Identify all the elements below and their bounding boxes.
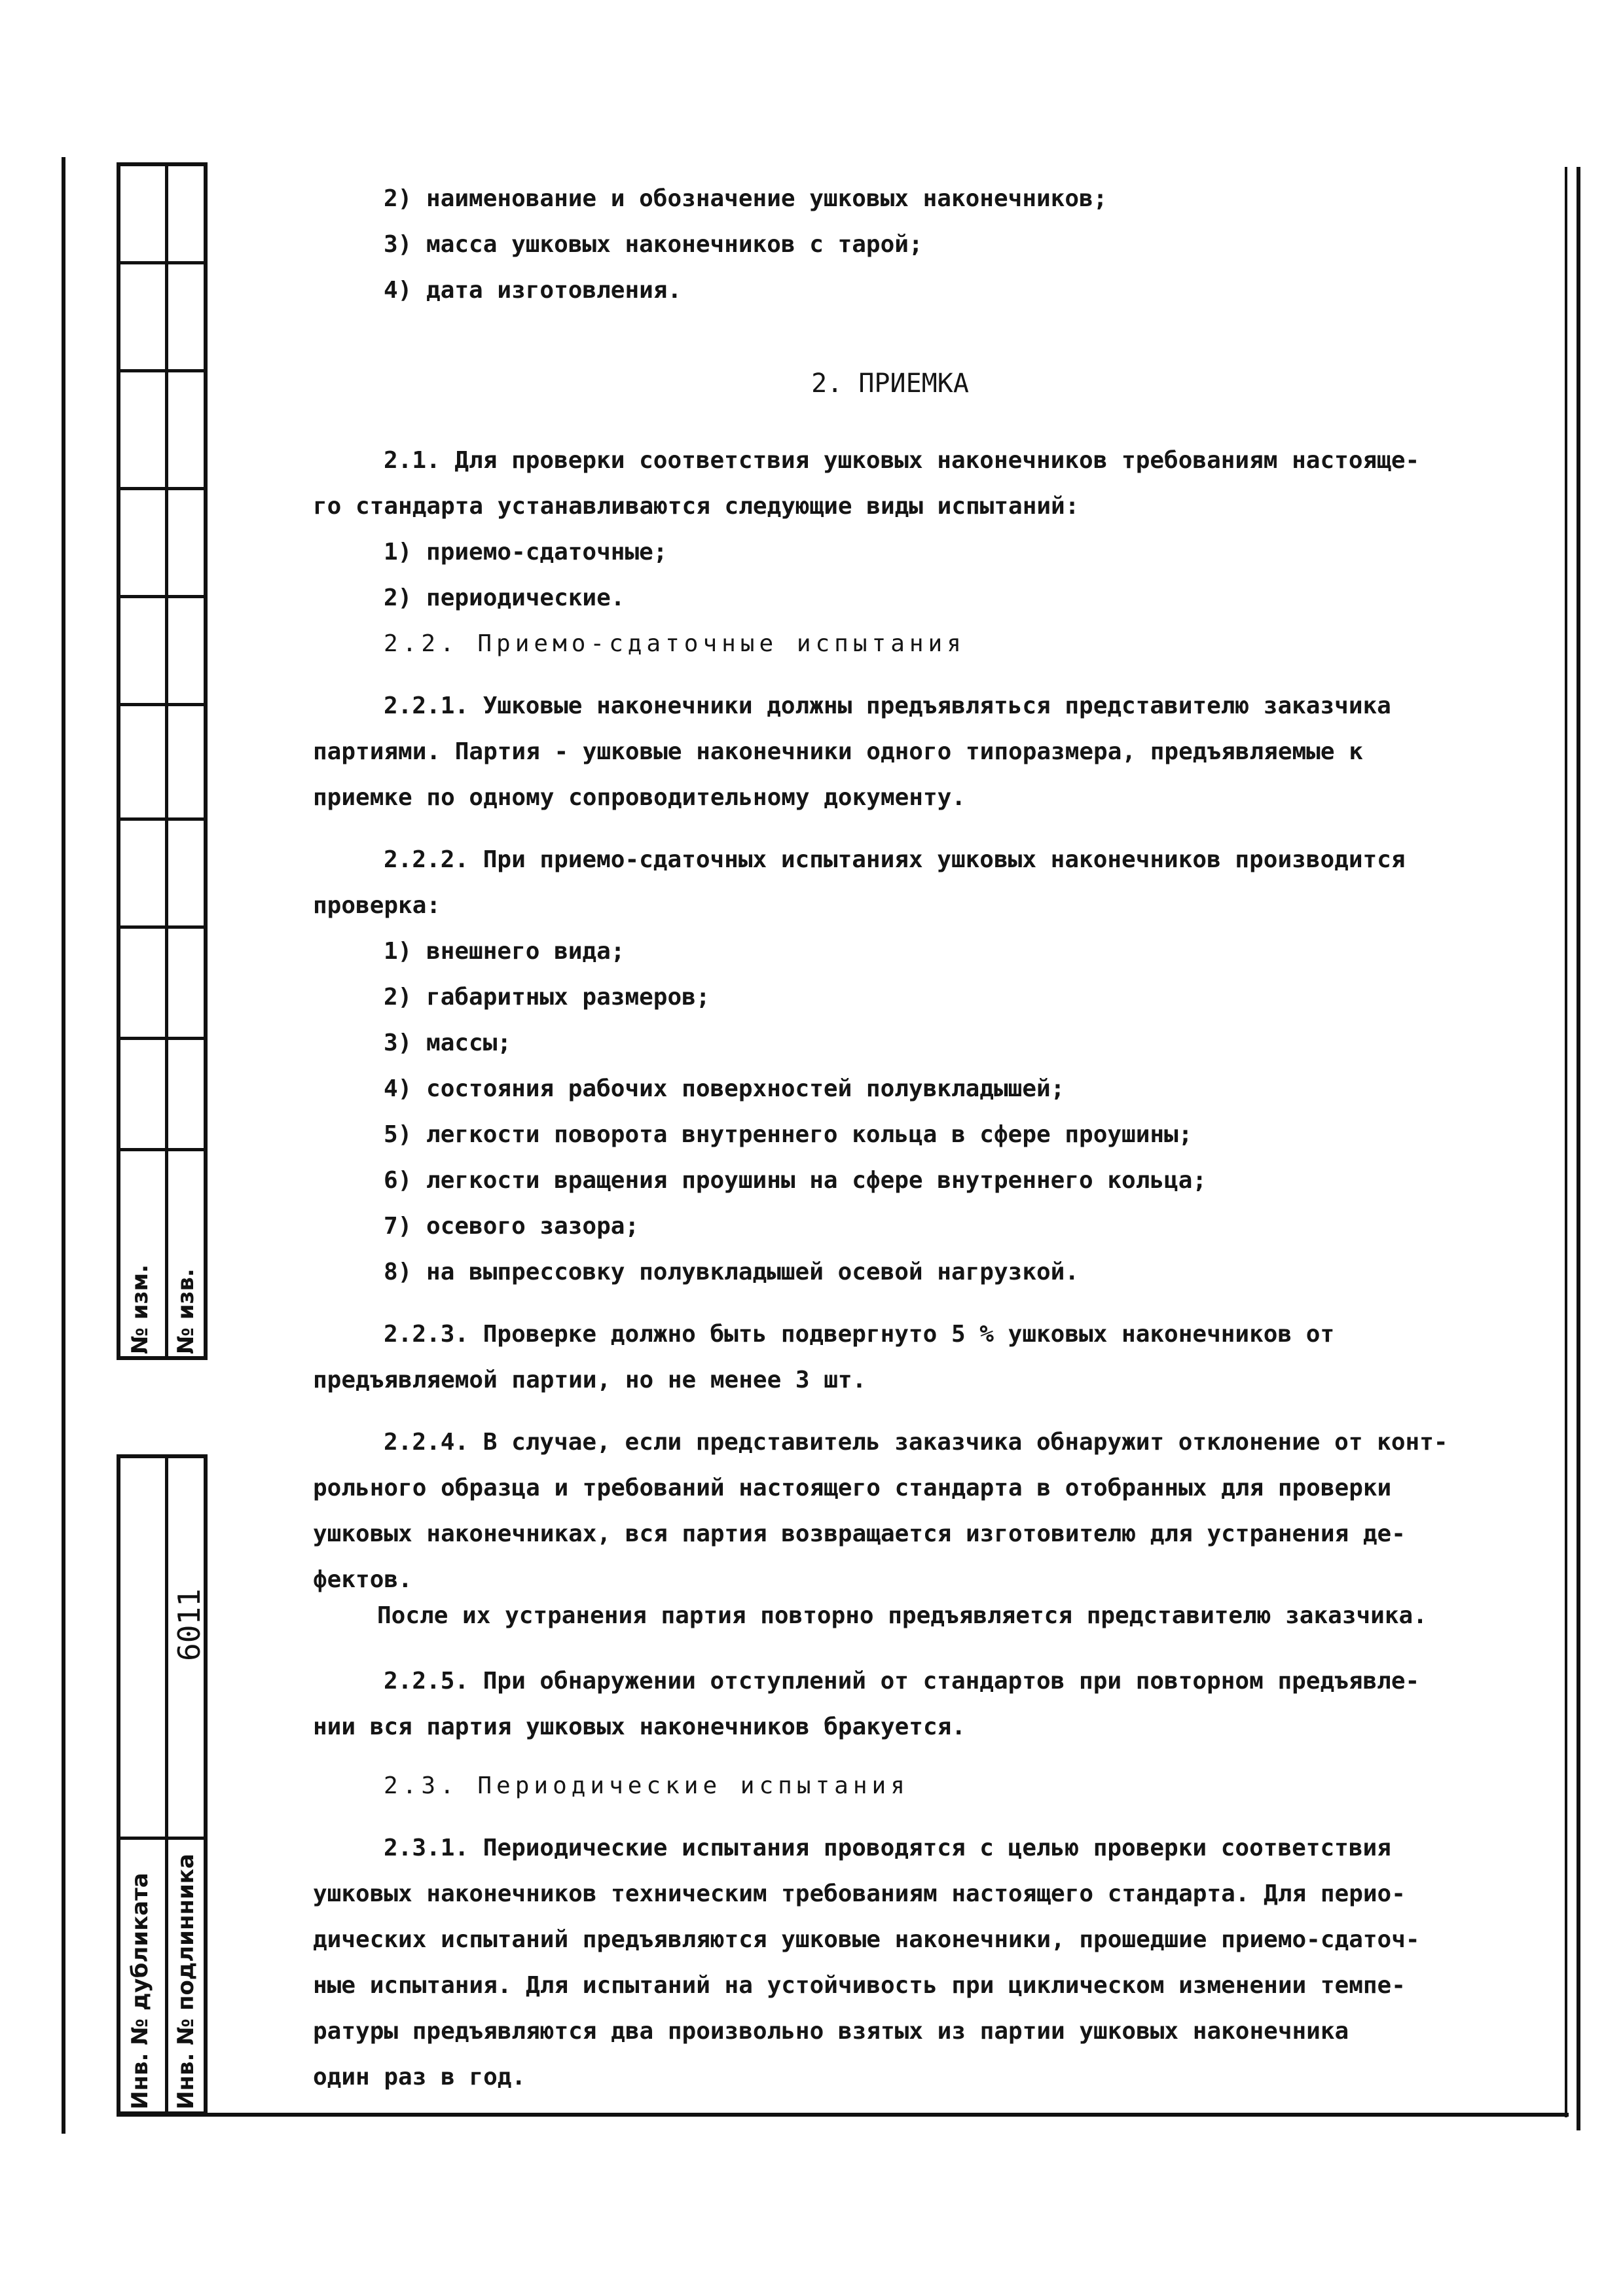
- paragraph-line: 2.2.2. При приемо-сдаточных испытаниях ушковых наконечников производится: [384, 846, 1406, 873]
- list-item: 1) приемо-сдаточные;: [384, 539, 668, 565]
- paragraph-line: фектов.: [313, 1566, 412, 1593]
- paragraph-line: После их устранения партия повторно предъявляется представителю заказчика.: [377, 1602, 1427, 1629]
- right-inner-line: [1565, 167, 1567, 2117]
- paragraph-line: 2.3.1. Периодические испытания проводятся с целью проверки соответствия: [384, 1835, 1391, 1861]
- paragraph-line: проверка:: [313, 892, 441, 919]
- paragraph-line: ушковых наконечниках, вся партия возвращается изготовителю для устранения де-: [313, 1520, 1406, 1547]
- paragraph-line: один раз в год.: [313, 2064, 526, 2090]
- subsection-title: 2.3. Периодические испытания: [384, 1772, 909, 1799]
- inventory-stamp-column: [117, 1454, 208, 2115]
- stamp-inv-dublikata: Инв. № дубликата: [127, 1873, 153, 2109]
- list-item: 2) наименование и обозначение ушковых наконечников;: [384, 185, 1108, 212]
- list-item: 8) на выпрессовку полувкладышей осевой нагрузкой.: [384, 1259, 1080, 1285]
- paragraph-line: 2.2.4. В случае, если представитель заказчика обнаружит отклонение от конт-: [384, 1429, 1448, 1456]
- paragraph-line: ратуры предъявляются два произвольно взятых из партии ушковых наконечника: [313, 2018, 1349, 2045]
- list-item: 4) дата изготовления.: [384, 277, 682, 304]
- paragraph-line: приемке по одному сопроводительному документу.: [313, 784, 966, 811]
- stamp-no-izv: № изв.: [173, 1268, 199, 1354]
- paragraph-line: партиями. Партия - ушковые наконечники одного типоразмера, предъявляемые к: [313, 738, 1363, 765]
- section-title: 2. ПРИЕМКА: [811, 368, 969, 399]
- paragraph-line: рольного образца и требований настоящего стандарта в отобранных для проверки: [313, 1475, 1392, 1501]
- paragraph-line: нии вся партия ушковых наконечников бракуется.: [313, 1713, 966, 1740]
- stamp-inv-podlinnika: Инв. № подлинника: [173, 1854, 199, 2109]
- bottom-border-line: [117, 2113, 1569, 2117]
- paragraph-line: предъявляемой партии, но не менее 3 шт.: [313, 1367, 867, 1393]
- paragraph-line: го стандарта устанавливаются следующие виды испытаний:: [313, 493, 1080, 520]
- list-item: 3) массы;: [384, 1030, 512, 1056]
- list-item: 5) легкости поворота внутреннего кольца в сфере проушины;: [384, 1121, 1193, 1148]
- list-item: 7) осевого зазора;: [384, 1213, 640, 1240]
- list-item: 1) внешнего вида;: [384, 938, 625, 965]
- paragraph-line: 2.2.5. При обнаружении отступлений от стандартов при повторном предъявле-: [384, 1668, 1420, 1695]
- stamp-no-izm: № изм.: [127, 1264, 153, 1354]
- list-item: 6) легкости вращения проушины на сфере внутреннего кольца;: [384, 1167, 1207, 1194]
- list-item: 2) периодические.: [384, 584, 625, 611]
- paragraph-line: 2.2.1. Ушковые наконечники должны предъявляться представителю заказчика: [384, 692, 1391, 719]
- paragraph-line: ушковых наконечников техническим требованиям настоящего стандарта. Для перио-: [313, 1880, 1406, 1907]
- list-item: 4) состояния рабочих поверхностей полувкладышей;: [384, 1075, 1065, 1102]
- list-item: 3) масса ушковых наконечников с тарой;: [384, 231, 923, 258]
- right-border-line: [1577, 167, 1580, 2130]
- revision-stamp-column: [117, 162, 208, 1360]
- paragraph-line: 2.2.3. Проверке должно быть подвергнуто 5 % ушковых наконечников от: [384, 1321, 1335, 1348]
- subsection-title: 2.2. Приемо-сдаточные испытания: [384, 630, 966, 657]
- left-border-line: [62, 157, 65, 2134]
- stamp-number: 6011: [172, 1588, 207, 1661]
- paragraph-line: 2.1. Для проверки соответствия ушковых наконечников требованиям настояще-: [384, 447, 1420, 474]
- paragraph-line: дических испытаний предъявляются ушковые наконечники, прошедшие приемо-сдаточ-: [313, 1926, 1420, 1953]
- list-item: 2) габаритных размеров;: [384, 984, 710, 1011]
- paragraph-line: ные испытания. Для испытаний на устойчивость при циклическом изменении темпе-: [313, 1972, 1406, 1999]
